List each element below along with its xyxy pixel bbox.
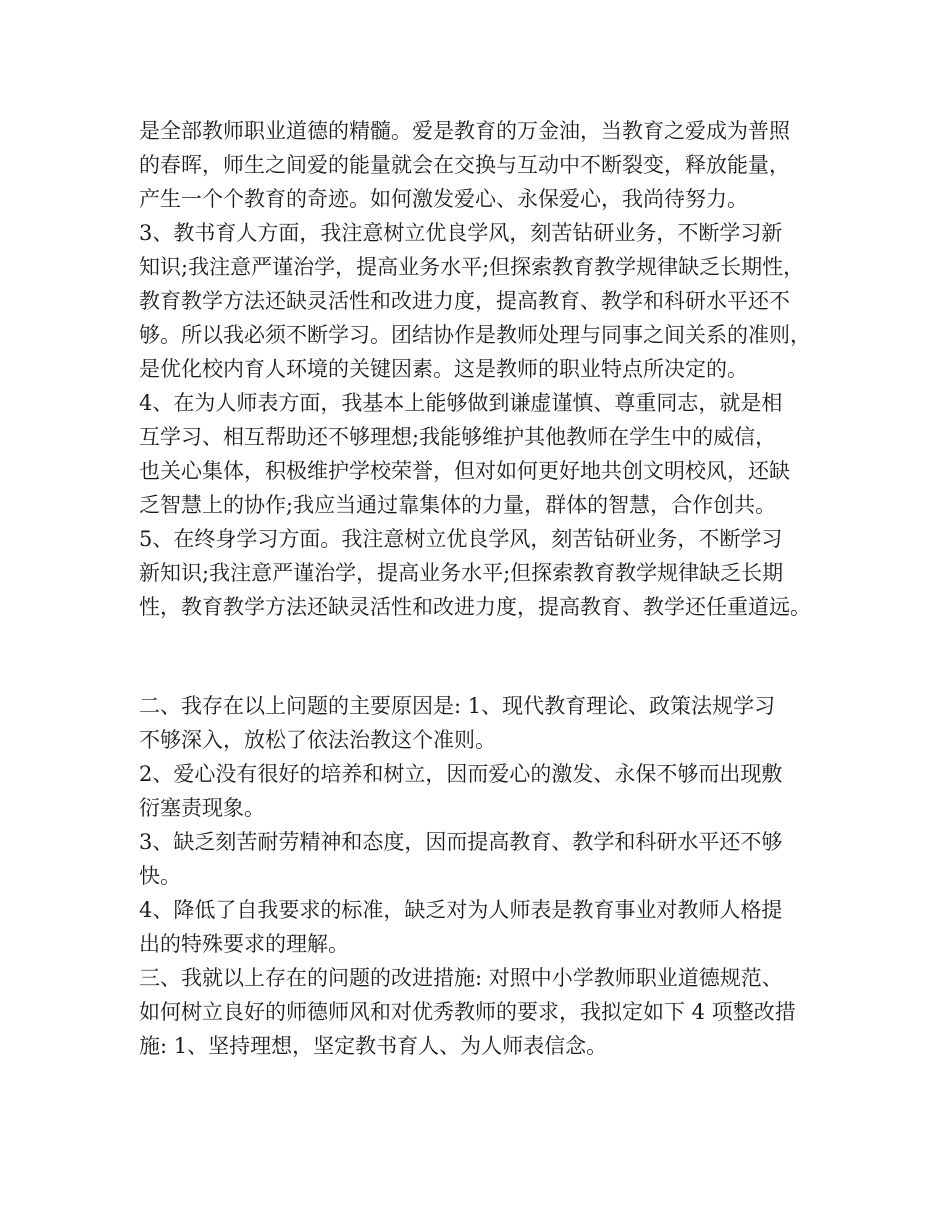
text-line: 也关心集体，积极维护学校荣誉，但对如何更好地共创文明校风，还缺: [139, 459, 790, 483]
text-line: 施: 1、坚持理想，坚定教书育人、为人师表信念。: [139, 1034, 608, 1058]
text-line: 不够深入，放松了依法治教这个准则。: [139, 728, 496, 752]
paragraph-block-2: [139, 689, 839, 1063]
text-line: 三、我就以上存在的问题的改进措施: 对照中小学教师职业道德规范、: [139, 966, 783, 990]
text-line: 是全部教师职业道德的精髓。爱是教育的万金油，当教育之爱成为普照: [139, 119, 790, 143]
text-line: 乏智慧上的协作;我应当通过靠集体的力量，群体的智慧，合作创共。: [139, 493, 777, 517]
text-line: 新知识;我注意严谨治学，提高业务水平;但探索教育教学规律缺乏长期: [139, 561, 784, 585]
text-line: 2、爱心没有很好的培养和树立，因而爱心的激发、永保不够而出现敷: [139, 762, 783, 786]
text-line: 4、降低了自我要求的标准，缺乏对为人师表是教育事业对教师人格提: [139, 898, 783, 922]
text-line: 是优化校内育人环境的关键因素。这是教师的职业特点所决定的。: [139, 357, 748, 381]
text-line: 如何树立良好的师德师风和对优秀教师的要求，我拟定如下 4 项整改措: [139, 1000, 796, 1024]
text-line: 4、在为人师表方面，我基本上能够做到谦虚谨慎、尊重同志，就是相: [139, 391, 783, 415]
text-line: 出的特殊要求的理解。: [139, 932, 349, 956]
paragraph-block-1: [139, 114, 839, 624]
text-line: 3、教书育人方面，我注意树立优良学风，刻苦钻研业务，不断学习新: [139, 221, 783, 245]
text-line: 知识;我注意严谨治学，提高业务水平;但探索教育教学规律缺乏长期性，: [139, 255, 805, 279]
text-line: 够。所以我必须不断学习。团结协作是教师处理与同事之间关系的准则，: [139, 323, 811, 347]
text-line: 二、我存在以上问题的主要原因是: 1、现代教育理论、政策法规学习: [139, 694, 776, 718]
text-line: 快。: [139, 864, 181, 888]
text-line: 5、在终身学习方面。我注意树立优良学风，刻苦钻研业务，不断学习: [139, 527, 783, 551]
text-line: 性，教育教学方法还缺灵活性和改进力度，提高教育、教学还任重道远。: [139, 595, 811, 619]
text-line: 教育教学方法还缺灵活性和改进力度，提高教育、教学和科研水平还不: [139, 289, 790, 313]
text-line: 产生一个个教育的奇迹。如何激发爱心、永保爱心，我尚待努力。: [139, 187, 748, 211]
text-line: 衍塞责现象。: [139, 796, 265, 820]
text-line: 3、缺乏刻苦耐劳精神和态度，因而提高教育、教学和科研水平还不够: [139, 830, 783, 854]
text-line: 的春晖，师生之间爱的能量就会在交换与互动中不断裂变，释放能量，: [139, 153, 790, 177]
text-line: 互学习、相互帮助还不够理想;我能够维护其他教师在学生中的威信，: [139, 425, 777, 449]
